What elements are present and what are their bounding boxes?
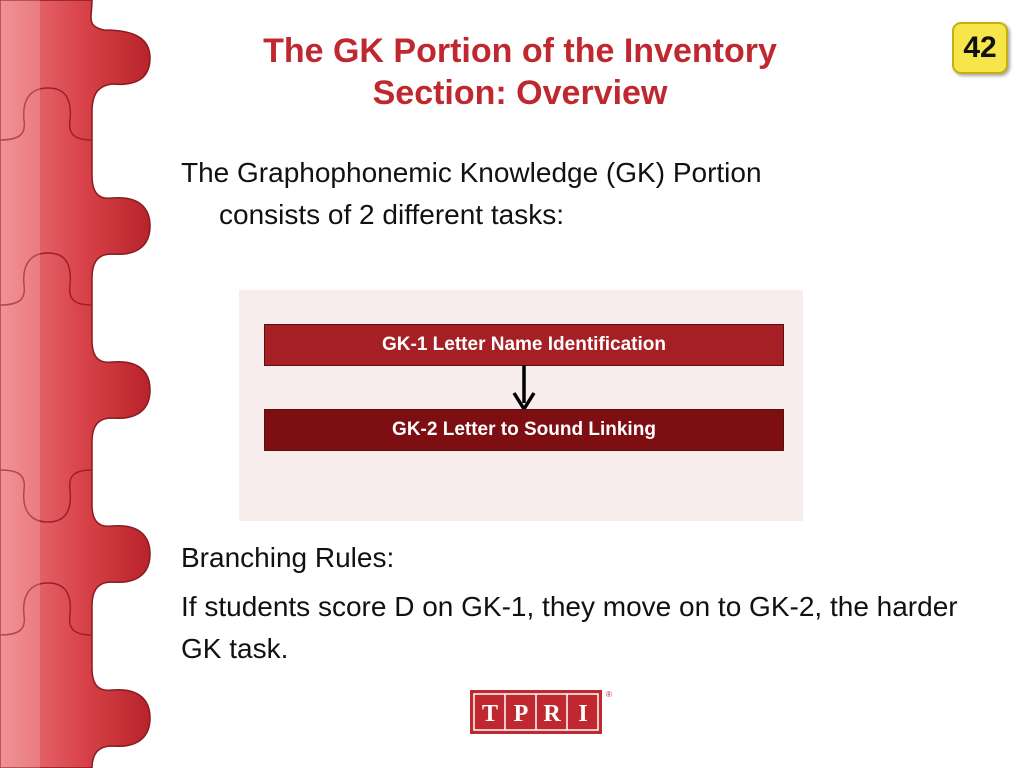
title-line-2: Section: Overview [372, 74, 668, 112]
page-number-badge: 42 [952, 22, 1008, 74]
page-title [190, 30, 850, 114]
title-line-1: The GK Portion of the Inventory [263, 32, 777, 70]
task-box-gk2: GK-2 Letter to Sound Linking [264, 409, 784, 451]
logo-letter-p: P [513, 701, 529, 727]
puzzle-border [0, 0, 155, 768]
task-box-gk1: GK-1 Letter Name Identification [264, 324, 784, 366]
logo-registered-mark: ® [606, 690, 612, 699]
branching-rule-text: If students score D on GK-1, they move on to GK-2, the harder GK task. [181, 591, 958, 664]
intro-line-2: consists of 2 different tasks: [219, 199, 564, 230]
logo-letter-t: T [481, 701, 499, 727]
intro-line-1: The Graphophonemic Knowledge (GK) Portion [181, 157, 762, 188]
branching-rules-heading: Branching Rules: [181, 542, 395, 573]
intro-text [181, 152, 941, 236]
down-arrow-icon [511, 365, 537, 411]
logo-letter-r: R [543, 701, 561, 727]
tpri-logo [470, 688, 610, 738]
logo-letter-i: I [578, 701, 588, 727]
